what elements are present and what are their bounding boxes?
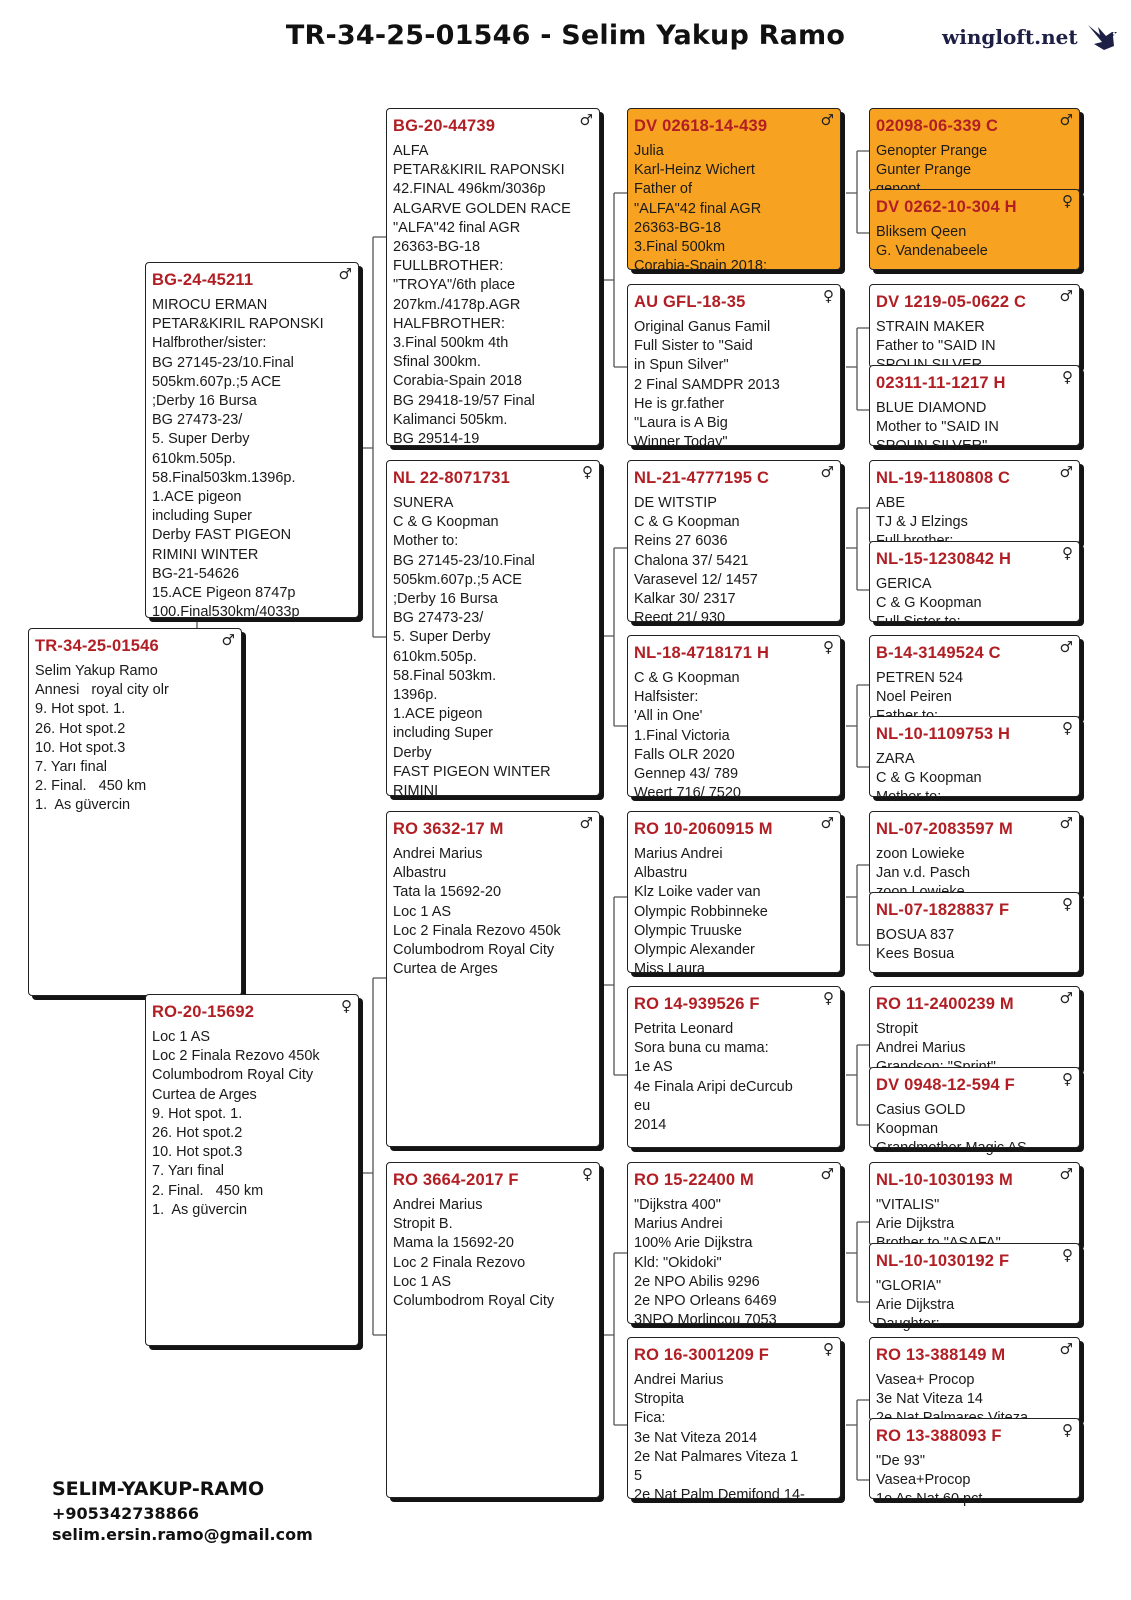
ring-number: RO 3632-17 M [393, 820, 504, 838]
ring-number: NL-15-1230842 H [876, 550, 1012, 568]
ring-number: DV 0948-12-594 F [876, 1076, 1015, 1094]
pigeon-card-gen4-7[interactable] [627, 1162, 841, 1329]
male-icon: ♂ [820, 111, 834, 129]
pigeon-card-gen5-6[interactable] [869, 541, 1080, 631]
pigeon-info: Original Ganus Famil Full Sister to "Said in Spun Silver" 2 Final SAMDPR 2013 He is gr.father "Laura is A Big Winner Today" [634, 319, 780, 451]
ring-number: RO-20-15692 [152, 1003, 255, 1021]
ring-number: RO 10-2060915 M [634, 820, 773, 838]
female-icon: ♀ [823, 287, 834, 305]
ring-number: RO 11-2400239 M [876, 995, 1014, 1013]
ring-number: NL-10-1030192 F [876, 1252, 1010, 1270]
pigeon-card-gen3-2[interactable] [386, 460, 600, 800]
ring-number: TR-34-25-01546 [35, 637, 159, 655]
ring-number: RO 13-388093 F [876, 1427, 1002, 1445]
owner-email[interactable]: selim.ersin.ramo@gmail.com [52, 1525, 313, 1544]
pigeon-card-gen5-5[interactable] [869, 460, 1080, 544]
pigeon-card-gen4-1[interactable] [627, 108, 841, 275]
pigeon-card-gen5-12[interactable] [869, 1067, 1080, 1157]
female-icon: ♀ [1062, 368, 1073, 386]
pigeon-info: DE WITSTIP C & G Koopman Reins 27 6036 Chalona 37/ 5421 Varasevel 12/ 1457 Kalkar 30/ 2317 Reegt 21/ 930 [634, 495, 758, 627]
ring-number: RO 14-939526 F [634, 995, 760, 1013]
ring-number: NL-07-2083597 M [876, 820, 1013, 838]
page-title: TR-34-25-01546 - Selim Yakup Ramo [285, 20, 846, 51]
male-icon: ♂ [820, 814, 834, 832]
pigeon-info: Casius GOLD Koopman Grandmother Magic AS [876, 1102, 1027, 1157]
pigeon-info: Andrei Marius Stropit B. Mama la 15692-20 Loc 2 Finala Rezovo Loc 1 AS Columbodrom Royal City [393, 1197, 555, 1310]
ring-number: BG-24-45211 [152, 271, 254, 289]
owner-phone[interactable]: +905342738866 [52, 1504, 199, 1523]
female-icon: ♀ [823, 989, 834, 1007]
pigeon-card-gen4-8[interactable] [627, 1337, 841, 1504]
pigeon-info: Selim Yakup Ramo Annesi royal city olr 9. Hot spot. 1. 26. Hot spot.2 10. Hot spot.3 7. Yarı final 2. Final. 450 km 1. As güvercin [35, 663, 169, 814]
male-icon: ♂ [221, 631, 235, 649]
pigeon-card-subject[interactable] [28, 628, 242, 996]
ring-number: NL-21-4777195 C [634, 469, 770, 487]
pigeon-card-gen4-2[interactable] [627, 284, 841, 451]
ring-number: NL-19-1180808 C [876, 469, 1011, 487]
pigeon-card-gen5-2[interactable] [869, 189, 1080, 270]
brand-name: wingloft.net [942, 25, 1078, 49]
pigeon-card-gen5-4[interactable] [869, 365, 1080, 455]
pigeon-info: PETREN 524 Noel Peiren [876, 670, 964, 706]
pigeon-info: "VITALIS" Arie Dijkstra [876, 1197, 955, 1233]
pigeon-info: BLUE DIAMOND Mother to "SAID IN SPOUN SILVER" [876, 400, 999, 455]
male-icon: ♂ [579, 814, 593, 832]
pigeon-info: Andrei Marius Albastru Tata la 15692-20 Loc 1 AS Loc 2 Finala Rezovo 450k Columbodrom Royal City Curtea de Arges [393, 846, 561, 978]
female-icon: ♀ [582, 1165, 593, 1183]
ring-number: BG-20-44739 [393, 117, 496, 135]
female-icon: ♀ [1062, 192, 1073, 210]
pigeon-info: Petrita Leonard Sora buna cu mama: 1e AS 4e Finala Aripi deCurcub eu 2014 [634, 1021, 793, 1134]
male-icon: ♂ [338, 265, 352, 283]
male-icon: ♂ [1059, 287, 1073, 305]
male-icon: ♂ [1059, 463, 1073, 481]
pigeon-info: Bliksem Qeen G. Vandenabeele [876, 224, 988, 260]
pigeon-info: "Dijkstra 400" Marius Andrei 100% Arie Dijkstra Kld: "Okidoki" 2e NPO Abilis 9296 2e NPO Orleans 6469 3NPO Morlincou 7053 [634, 1197, 777, 1329]
female-icon: ♀ [1062, 719, 1073, 737]
ring-number: B-14-3149524 C [876, 644, 1001, 662]
pigeon-info: ALFA PETAR&KIRIL RAPONSKI 42.FINAL 496km/3036p ALGARVE GOLDEN RACE "ALFA"42 final AGR 26363-BG-18 FULLBROTHER: "TROYA"/6th place 207km./4178p.AGR HALFBROTHER: 3.Final 500km 4th Sfinal 300km. Corabia-Spain 2018 BG 29418-19/57 Final Kalimanci 505km. BG 29514-19 [393, 143, 571, 448]
ring-number: NL 22-8071731 [393, 469, 510, 487]
owner-name: SELIM-YAKUP-RAMO [52, 1478, 265, 1500]
pigeon-card-gen5-7[interactable] [869, 635, 1080, 719]
pigeon-card-gen5-10[interactable] [869, 892, 1080, 973]
pigeon-card-gen5-1[interactable] [869, 108, 1080, 192]
ring-number: NL-18-4718171 H [634, 644, 770, 662]
male-icon: ♂ [1059, 814, 1073, 832]
ring-number: DV 1219-05-0622 C [876, 293, 1027, 311]
pigeon-info: Julia Karl-Heinz Wichert Father of "ALFA"42 final AGR 26363-BG-18 3.Final 500km Corabia-Spain 2018; [634, 143, 768, 275]
pigeon-card-gen5-14[interactable] [869, 1243, 1080, 1333]
female-icon: ♀ [1062, 544, 1073, 562]
female-icon: ♀ [823, 1340, 834, 1358]
male-icon: ♂ [1059, 111, 1073, 129]
pigeon-info: C & G Koopman Halfsister: 'All in One' 1.Final Victoria Falls OLR 2020 Gennep 43/ 789 Weert 716/ 7520 [634, 670, 741, 802]
ring-number: NL-10-1109753 H [876, 725, 1011, 743]
male-icon: ♂ [579, 111, 593, 129]
pigeon-info: Stropit Andrei Marius [876, 1021, 966, 1057]
pigeon-card-gen3-1[interactable] [386, 108, 600, 446]
pigeon-info: ABE TJ & J Elzings [876, 495, 968, 531]
pigeon-info: SUNERA C & G Koopman Mother to: BG 27145-23/10.Final 505km.607p.;5 ACE ;Derby 16 Bursa BG 27473-23/ 5. Super Derby 610km.505p. 58.Final 503km. 1396p. 1.ACE pigeon including Super Derby FAST PIGEON WINTER RIMINI [393, 495, 551, 800]
ring-number: NL-10-1030193 M [876, 1171, 1013, 1189]
pigeon-card-dam[interactable] [145, 994, 359, 1346]
pigeon-info: zoon Lowieke Jan v.d. Pasch [876, 846, 971, 882]
pigeon-card-gen5-16[interactable] [869, 1418, 1080, 1508]
pigeon-info: Vasea+ Procop 3e Nat Viteza 14 [876, 1372, 983, 1408]
female-icon: ♀ [341, 997, 352, 1015]
ring-number: DV 0262-10-304 H [876, 198, 1017, 216]
male-icon: ♂ [820, 1165, 834, 1183]
male-icon: ♂ [1059, 1165, 1073, 1183]
pigeon-info: MIROCU ERMAN PETAR&KIRIL RAPONSKI Halfbrother/sister: BG 27145-23/10.Final 505km.607p.;5 ACE ;Derby 16 Bursa BG 27473-23/ 5. Super Derby 610km.505p. 58.Final503km.1396p. 1.ACE pigeon including Super Derby FAST PIGEON RIMINI WINTER BG-21-54626 15.ACE Pigeon 8747p 100.Final530km/4033p [152, 297, 324, 621]
pigeon-info: Loc 1 AS Loc 2 Finala Rezovo 450k Columbodrom Royal City Curtea de Arges 9. Hot spot. 1. 26. Hot spot.2 10. Hot spot.3 7. Yarı final 2. Final. 450 km 1. As güvercin [152, 1029, 320, 1218]
female-icon: ♀ [1062, 1246, 1073, 1264]
ring-number: 02098-06-339 C [876, 117, 999, 135]
pigeon-info: Andrei Marius Stropita Fica: 3e Nat Viteza 2014 2e Nat Palmares Viteza 1 5 2e Nat Palm Demifond 14- [634, 1372, 805, 1504]
pigeon-card-gen3-4[interactable] [386, 1162, 600, 1498]
pigeon-card-gen5-11[interactable] [869, 986, 1080, 1070]
pigeon-card-gen5-9[interactable] [869, 811, 1080, 895]
ring-number: DV 02618-14-439 [634, 117, 768, 135]
owner-contact [52, 1478, 313, 1544]
ring-number: NL-07-1828837 F [876, 901, 1010, 919]
female-icon: ♀ [823, 638, 834, 656]
ring-number: RO 3664-2017 F [393, 1171, 519, 1189]
pigeon-card-gen4-5[interactable] [627, 811, 841, 978]
male-icon: ♂ [1059, 1340, 1073, 1358]
pigeon-card-gen5-3[interactable] [869, 284, 1080, 368]
pigeon-info: ZARA C & G Koopman Mother to: [876, 751, 982, 806]
ring-number: RO 16-3001209 F [634, 1346, 770, 1364]
pigeon-info: GERICA C & G Koopman Full Sister to: [876, 576, 982, 631]
pigeon-card-gen4-6[interactable] [627, 986, 841, 1148]
male-icon: ♂ [1059, 638, 1073, 656]
male-icon: ♂ [820, 463, 834, 481]
ring-number: 02311-11-1217 H [876, 374, 1006, 392]
pigeon-card-gen4-4[interactable] [627, 635, 841, 802]
pigeon-info: Genopter Prange Gunter Prange [876, 143, 988, 179]
pigeon-info: BOSUA 837 Kees Bosua [876, 927, 955, 963]
pigeon-card-sire[interactable] [145, 262, 359, 621]
ring-number: AU GFL-18-35 [634, 293, 746, 311]
ring-number: RO 15-22400 M [634, 1171, 754, 1189]
ring-number: RO 13-388149 M [876, 1346, 1006, 1364]
pigeon-info: Marius Andrei Albastru Klz Loike vader van Olympic Robbinneke Olympic Truuske Olympic Alexander Miss Laura [634, 846, 768, 978]
pigeon-info: "De 93" Vasea+Procop 1e As Nat 60 pct [876, 1453, 983, 1508]
pigeon-card-gen5-15[interactable] [869, 1337, 1080, 1421]
pigeon-card-gen3-3[interactable] [386, 811, 600, 1147]
female-icon: ♀ [1062, 1070, 1073, 1088]
pigeon-card-gen5-13[interactable] [869, 1162, 1080, 1246]
male-icon: ♂ [1059, 989, 1073, 1007]
pigeon-card-gen5-8[interactable] [869, 716, 1080, 806]
female-icon: ♀ [1062, 895, 1073, 913]
pigeon-info: STRAIN MAKER Father to "SAID IN [876, 319, 996, 355]
female-icon: ♀ [582, 463, 593, 481]
pigeon-card-gen4-3[interactable] [627, 460, 841, 627]
pigeon-info: "GLORIA" Arie Dijkstra Daughter: [876, 1278, 955, 1333]
female-icon: ♀ [1062, 1421, 1073, 1439]
